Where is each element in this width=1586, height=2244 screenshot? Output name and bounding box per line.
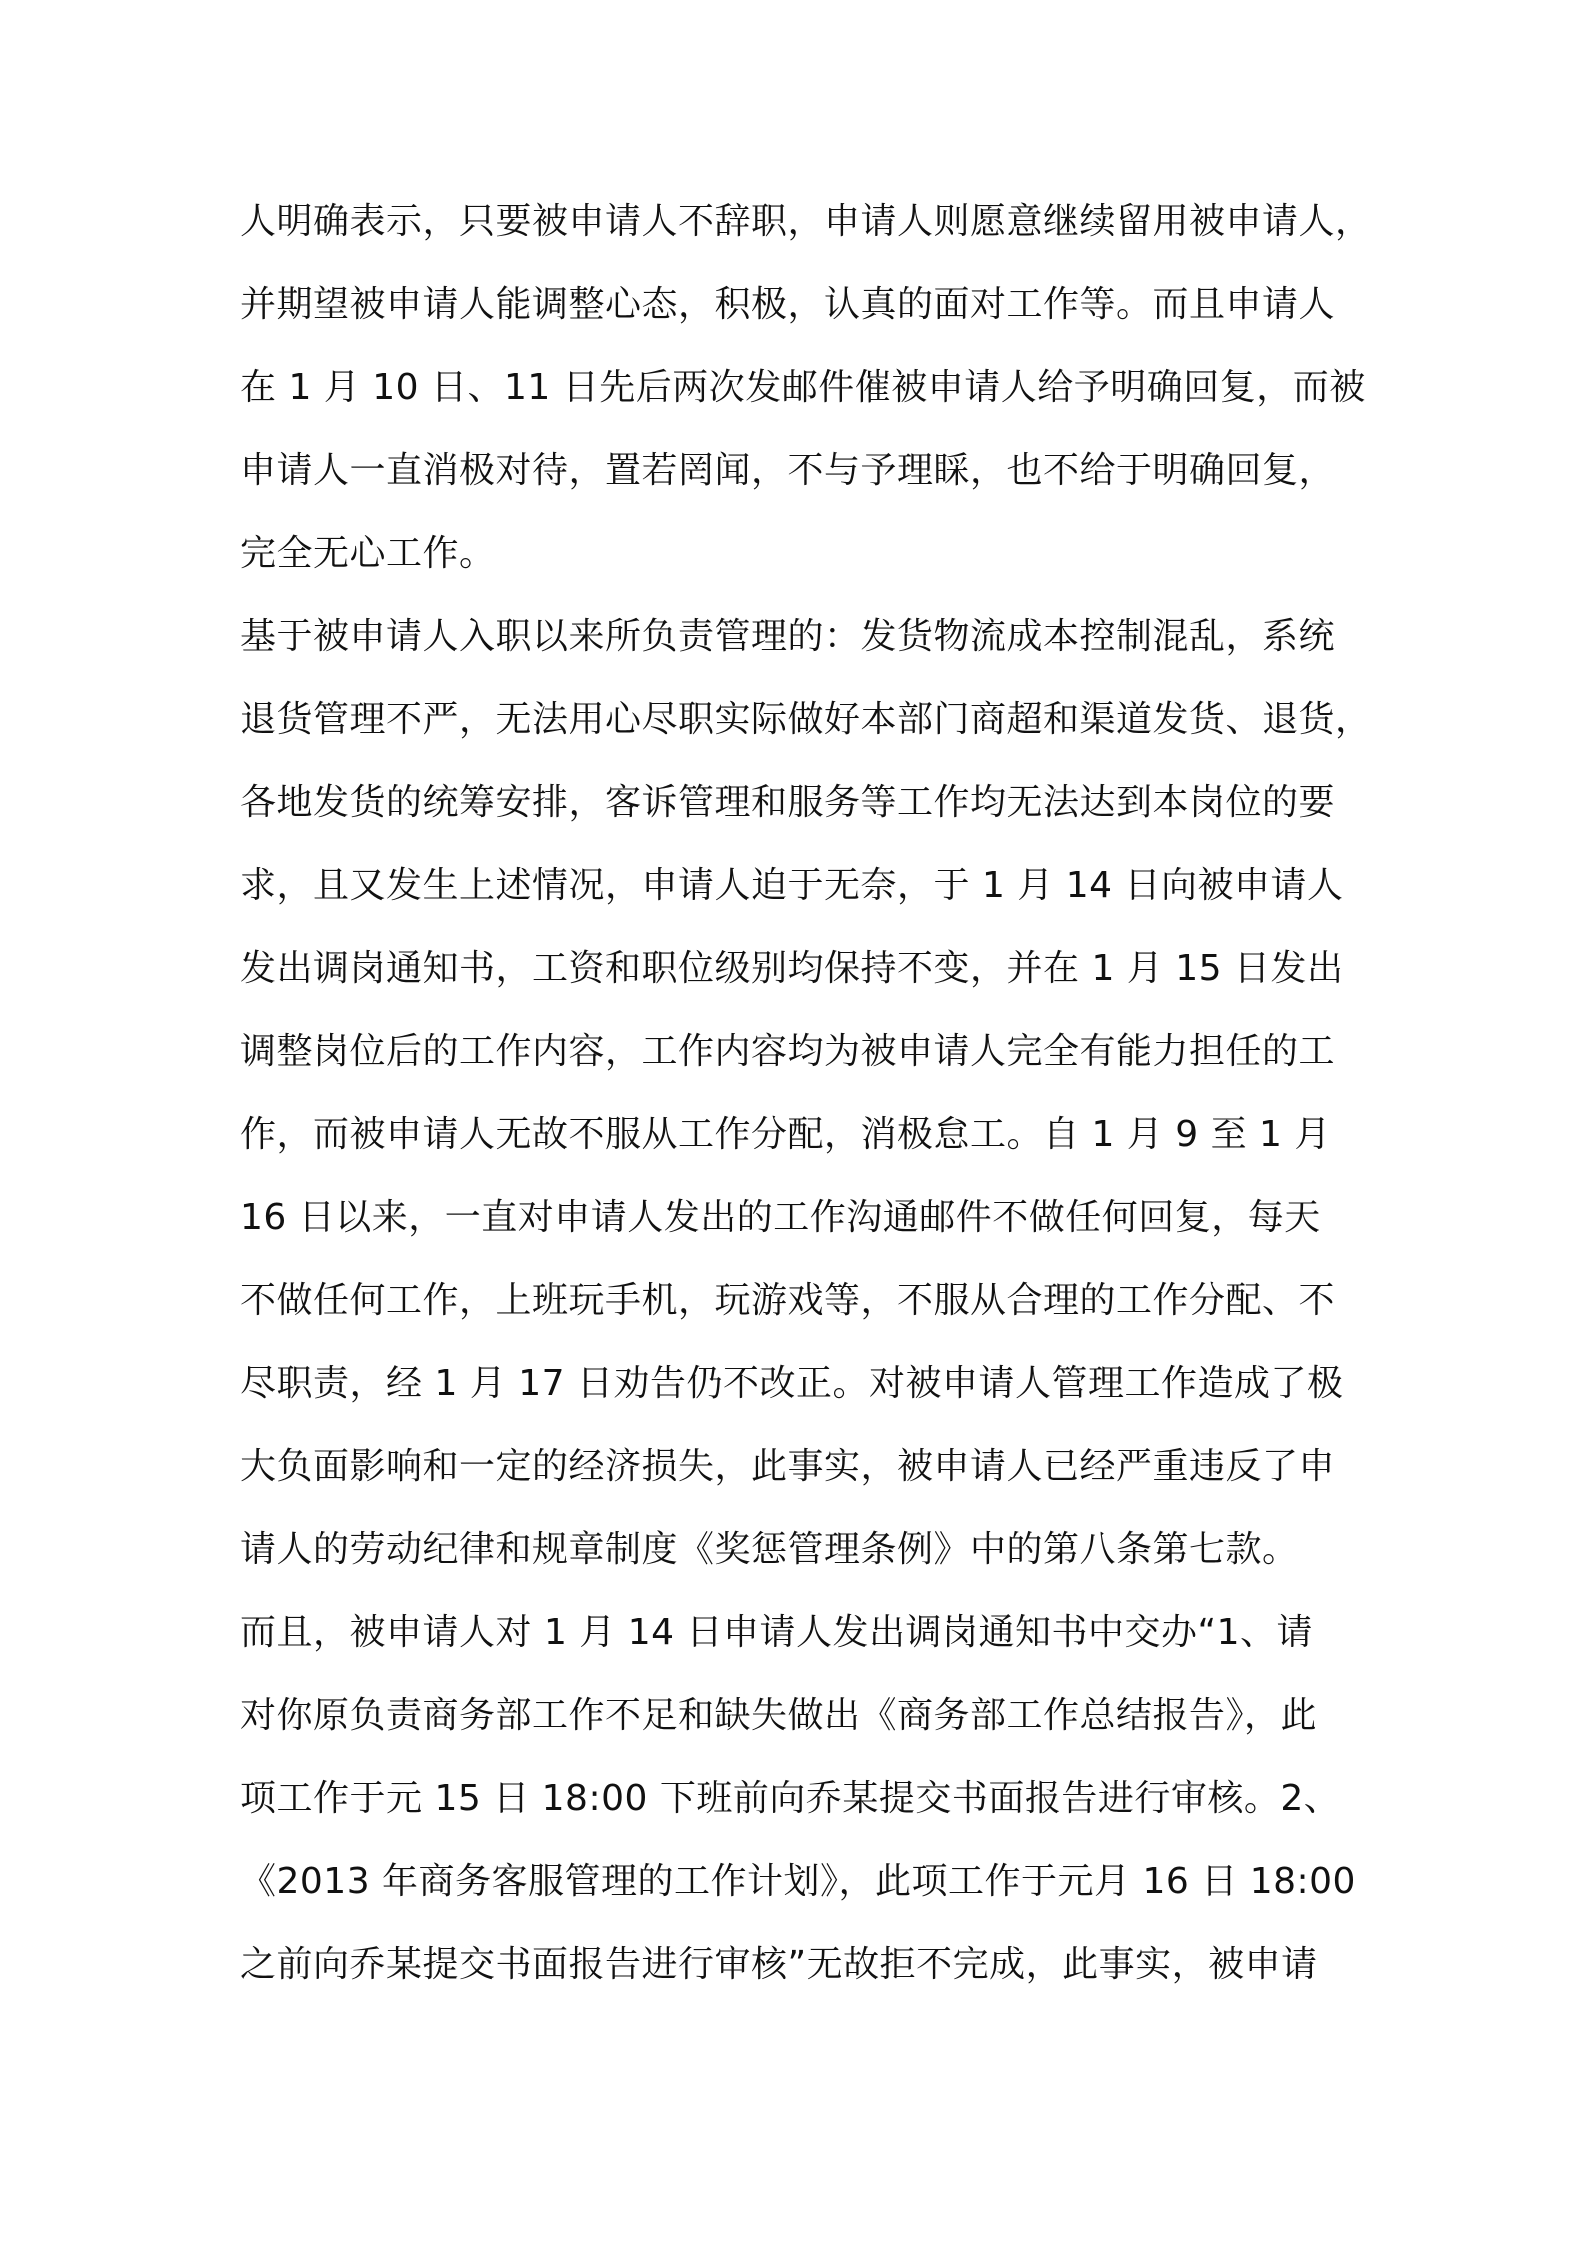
text-line: 调整岗位后的工作内容，工作内容均为被申请人完全有能力担任的工 <box>240 1031 1336 1072</box>
text-line: 人明确表示，只要被申请人不辞职，申请人则愿意继续留用被申请人， <box>240 201 1372 242</box>
text-line: 申请人一直消极对待，置若罔闻，不与予理睬，也不给于明确回复， <box>240 450 1336 491</box>
text-line: 基于被申请人入职以来所负责管理的：发货物流成本控制混乱，系统 <box>240 616 1336 657</box>
text-line: 在 1 月 10 日、11 日先后两次发邮件催被申请人给予明确回复，而被 <box>240 367 1366 408</box>
text-line: 对你原负责商务部工作不足和缺失做出《商务部工作总结报告》，此 <box>240 1695 1318 1736</box>
text-line: 大负面影响和一定的经济损失，此事实，被申请人已经严重违反了申 <box>240 1446 1336 1487</box>
text-line: 求，且又发生上述情况，申请人迫于无奈，于 1 月 14 日向被申请人 <box>240 865 1344 906</box>
text-line: 项工作于元 15 日 18:00 下班前向乔某提交书面报告进行审核。2、 <box>240 1778 1341 1819</box>
text-line: 作，而被申请人无故不服从工作分配，消极怠工。自 1 月 9 至 1 月 <box>240 1114 1331 1155</box>
text-line: 发出调岗通知书，工资和职位级别均保持不变，并在 1 月 15 日发出 <box>240 948 1344 989</box>
text-line: 退货管理不严，无法用心尽职实际做好本部门商超和渠道发货、退货， <box>240 699 1372 740</box>
text-line: 并期望被申请人能调整心态，积极，认真的面对工作等。而且申请人 <box>240 284 1336 325</box>
document-body <box>240 180 1372 2006</box>
text-line: 《2013 年商务客服管理的工作计划》，此项工作于元月 16 日 18:00 <box>240 1861 1356 1902</box>
text-line: 尽职责，经 1 月 17 日劝告仍不改正。对被申请人管理工作造成了极 <box>240 1363 1344 1404</box>
text-line: 而且，被申请人对 1 月 14 日申请人发出调岗通知书中交办“1、请 <box>240 1612 1314 1653</box>
text-line: 不做任何工作，上班玩手机，玩游戏等，不服从合理的工作分配、不 <box>240 1280 1336 1321</box>
text-line: 之前向乔某提交书面报告进行审核”无故拒不完成，此事实，被申请 <box>240 1944 1318 1985</box>
text-line: 16 日以来，一直对申请人发出的工作沟通邮件不做任何回复，每天 <box>240 1197 1321 1238</box>
text-line: 请人的劳动纪律和规章制度《奖惩管理条例》中的第八条第七款。 <box>240 1529 1299 1570</box>
text-line: 完全无心工作。 <box>240 533 496 574</box>
text-line: 各地发货的统筹安排，客诉管理和服务等工作均无法达到本岗位的要 <box>240 782 1336 823</box>
